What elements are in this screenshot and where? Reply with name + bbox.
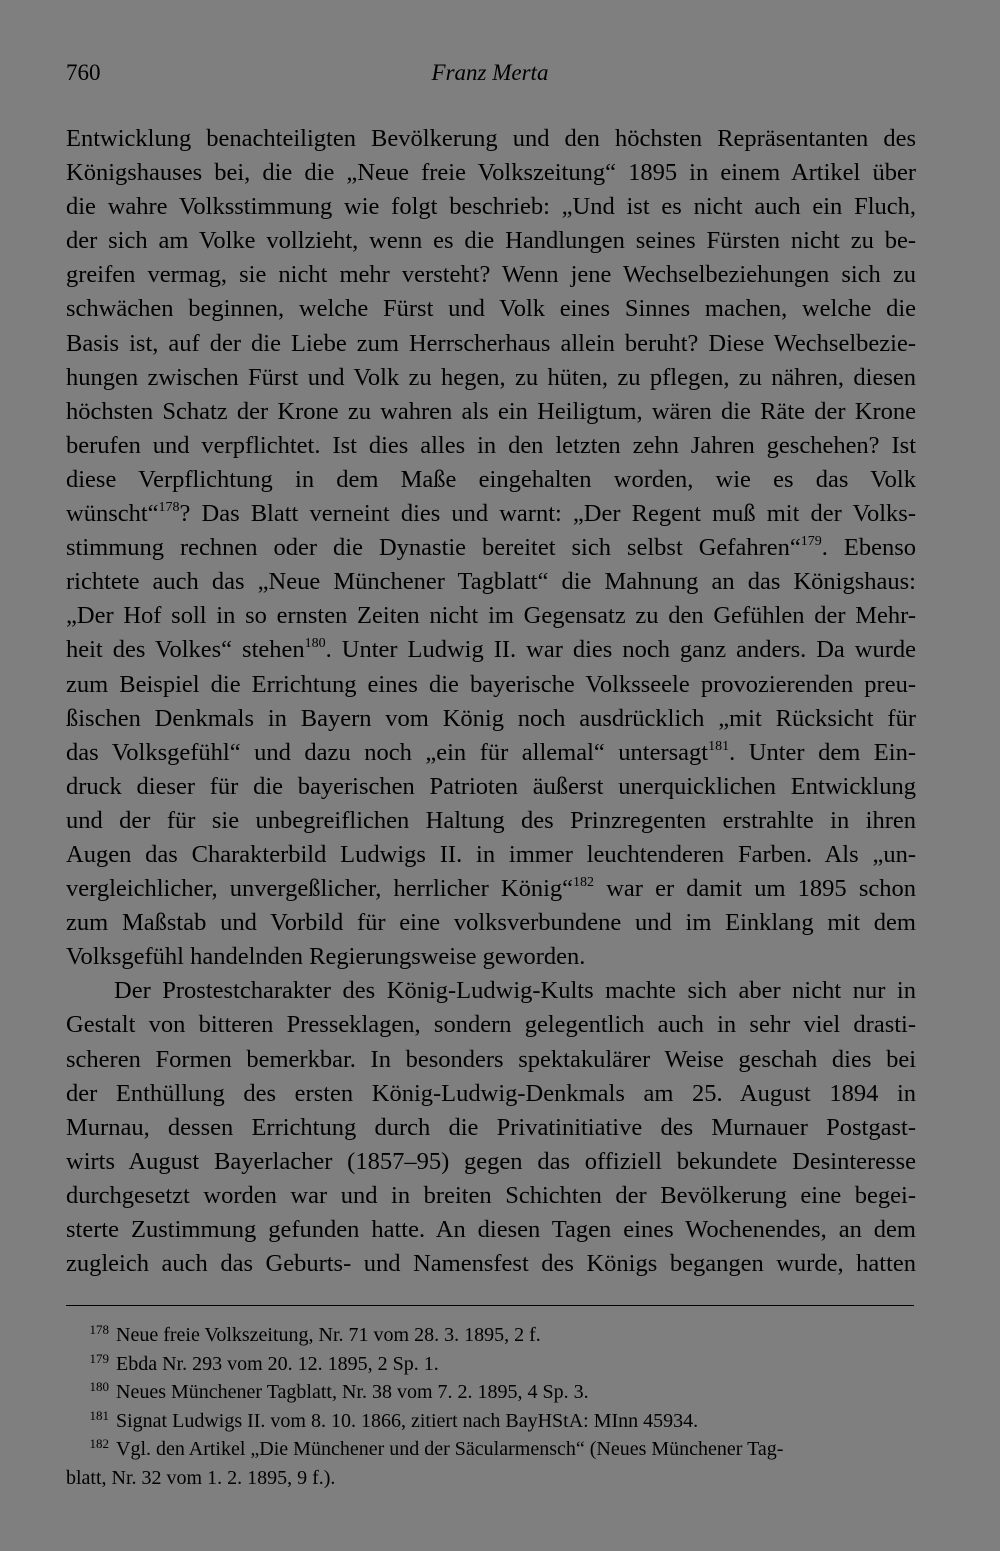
text-line: wirts August Bayerlacher (1857–95) gegen das offiziell bekundete Desinteresse [66, 1147, 916, 1175]
footnote-180 [66, 1379, 916, 1408]
text-line: höchsten Schatz der Krone zu wahren als ein Heiligtum, wären die Räte der Krone [66, 397, 916, 425]
text-line: die wahre Volksstimmung wie folgt beschrieb: „Und ist es nicht auch ein Fluch, [66, 193, 916, 221]
text-line: und der für sie unbegreiflichen Haltung des Prinzregenten erstrahlte in ihren [66, 806, 916, 834]
footnote-182-continuation: blatt, Nr. 32 vom 1. 2. 1895, 9 f.). [66, 1466, 336, 1489]
text-line [66, 633, 916, 667]
footnote-text: Signat Ludwigs II. vom 8. 10. 1866, zitiert nach BayHStA: MInn 45934. [116, 1409, 699, 1432]
footnote-marker-178[interactable]: 178 [158, 500, 180, 516]
text-line [66, 497, 916, 531]
text-segment: . Ebenso [821, 534, 916, 562]
footnote-number: 181 [89, 1407, 109, 1423]
text-line: „Der Hof soll in so ernsten Zeiten nicht im Gegensatz zu den Gefühlen der Mehr- [66, 602, 916, 630]
text-segment: heit des Volkes“ stehen [66, 636, 305, 664]
running-head: Franz Merta [431, 60, 549, 85]
text-line: berufen und verpflichtet. Ist dies alles in den letzten zehn Jahren geschehen? Ist [66, 431, 916, 459]
text-segment: wünscht“ [66, 500, 159, 528]
text-line: zum Beispiel die Errichtung eines die bayerische Volksseele provozierenden preu- [66, 670, 916, 698]
footnotes [66, 1322, 916, 1493]
footnote-marker-182[interactable]: 182 [573, 875, 595, 891]
text-line: Königshauses bei, die die „Neue freie Volkszeitung“ 1895 in einem Artikel über [66, 159, 916, 187]
text-line: durchgesetzt worden war und in breiten Schichten der Bevölkerung eine begei- [66, 1181, 916, 1209]
text-line: der Enthüllung des ersten König-Ludwig-Denkmals am 25. August 1894 in [66, 1079, 916, 1107]
footnote-number: 179 [89, 1350, 109, 1366]
text-line: hungen zwischen Fürst und Volk zu hegen, zu hüten, zu pflegen, zu nähren, diesen [66, 363, 916, 391]
text-line: Gestalt von bitteren Presseklagen, sondern gelegentlich auch in sehr viel drasti- [66, 1011, 916, 1039]
footnote-text: Vgl. den Artikel „Die Münchener und der Säcularmensch“ (Neues Münchener Tag- [116, 1438, 784, 1461]
text-segment: stimmung rechnen oder die Dynastie bereitet sich selbst Gefahren“ [66, 534, 801, 562]
footnote-number: 178 [89, 1322, 109, 1337]
footnote-marker-181[interactable]: 181 [708, 738, 730, 754]
footnote-181 [66, 1408, 916, 1437]
text-line: druck dieser für die bayerischen Patrioten äußerst unerquicklichen Entwicklung [66, 772, 916, 800]
footnote-182 [66, 1436, 916, 1465]
footnote-marker-179[interactable]: 179 [800, 534, 822, 550]
footnote-marker-180[interactable]: 180 [304, 636, 326, 652]
text-line: richtete auch das „Neue Münchener Tagblatt“ die Mahnung an das Königshaus: [66, 568, 916, 596]
footnote-178 [66, 1322, 916, 1351]
text-line: scheren Formen bemerkbar. In besonders spektakulärer Weise geschah dies bei [66, 1045, 916, 1073]
footnote-text: Ebda Nr. 293 vom 20. 12. 1895, 2 Sp. 1. [116, 1352, 439, 1375]
footnote-number: 182 [89, 1436, 109, 1452]
text-line: Basis ist, auf der die Liebe zum Herrscherhaus allein beruht? Diese Wechselbezie- [66, 329, 916, 357]
text-line: schwächen beginnen, welche Fürst und Volk eines Sinnes machen, welche die [66, 295, 916, 323]
text-line: der sich am Volke vollzieht, wenn es die Handlungen seines Fürsten nicht zu be- [66, 227, 916, 255]
text-segment: . Unter dem Ein- [729, 738, 916, 766]
text-segment: . Unter Ludwig II. war dies noch ganz anders. Da wurde [325, 636, 916, 664]
paragraph-1 [66, 122, 916, 974]
page-number: 760 [66, 60, 101, 85]
text-line: Augen das Charakterbild Ludwigs II. in immer leuchtenderen Farben. Als „un- [66, 840, 916, 868]
text-line: diese Verpflichtung in dem Maße eingehalten worden, wie es das Volk [66, 465, 916, 493]
text-line: zum Maßstab und Vorbild für eine volksverbundene und im Einklang mit dem [66, 909, 916, 937]
paragraph-2 [66, 974, 916, 1281]
text-line: zugleich auch das Geburts- und Namensfest des Königs begangen wurde, hatten [66, 1250, 916, 1278]
text-segment: war er damit um 1895 schon [594, 875, 916, 903]
page-header [66, 60, 914, 92]
text-line [66, 736, 916, 770]
text-segment: das Volksgefühl“ und dazu noch „ein für allemal“ untersagt [66, 738, 709, 766]
text-line: sterte Zustimmung gefunden hatte. An diesen Tagen eines Wochenendes, an dem [66, 1216, 916, 1243]
text-line: Volksgefühl handelnden Regierungsweise geworden. [66, 943, 586, 971]
text-line: Der Prostestcharakter des König-Ludwig-Kults machte sich aber nicht nur in [114, 977, 916, 1005]
footnote-text: Neue freie Volkszeitung, Nr. 71 vom 28. 3. 1895, 2 f. [116, 1324, 541, 1346]
text-line: greifen vermag, sie nicht mehr versteht? Wenn jene Wechselbeziehungen sich zu [66, 261, 916, 289]
text-segment: vergleichlicher, unvergeßlicher, herrlicher König“ [66, 875, 574, 903]
footnote-text: Neues Münchener Tagblatt, Nr. 38 vom 7. 2. 1895, 4 Sp. 3. [116, 1381, 589, 1404]
footnote-179 [66, 1351, 916, 1380]
text-line [66, 872, 916, 906]
footnote-divider [66, 1305, 914, 1306]
main-text [66, 122, 916, 1281]
text-line: Entwicklung benachteiligten Bevölkerung und den höchsten Repräsentanten des [66, 125, 916, 152]
footnote-number: 180 [89, 1379, 109, 1395]
text-segment: ? Das Blatt verneint dies und warnt: „Der Regent muß mit der Volks- [179, 500, 916, 528]
text-line: ßischen Denkmals in Bayern vom König noch ausdrücklich „mit Rücksicht für [66, 704, 916, 732]
text-line [66, 531, 916, 565]
text-line: Murnau, dessen Errichtung durch die Privatinitiative des Murnauer Postgast- [66, 1113, 916, 1141]
